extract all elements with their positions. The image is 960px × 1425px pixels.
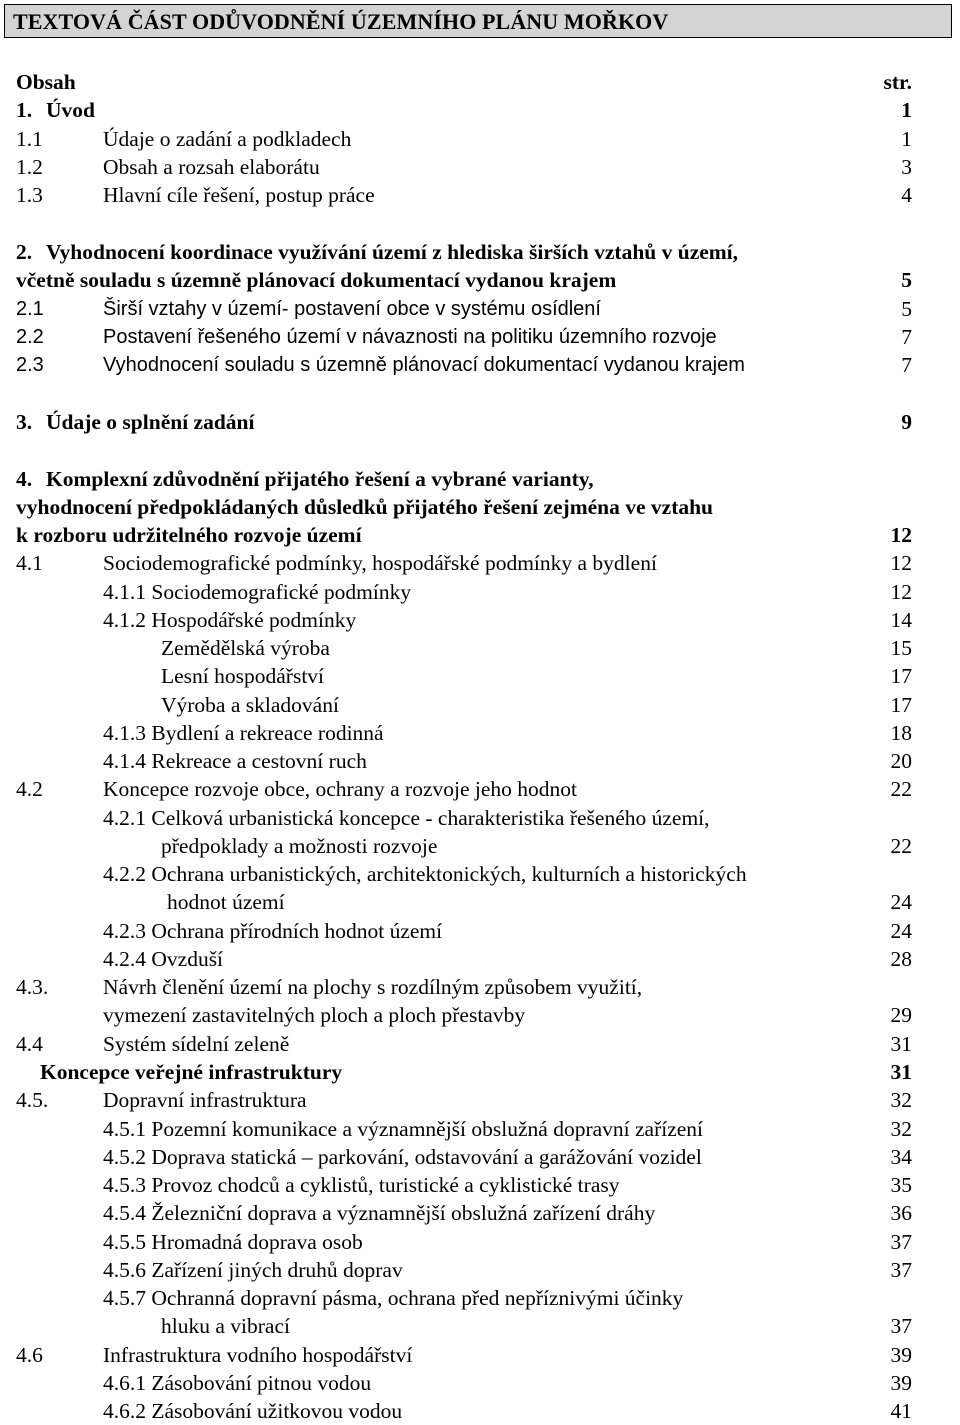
toc-entry [0, 1341, 960, 1369]
toc-entry-text: hodnot území [167, 890, 285, 914]
toc-entry [0, 465, 960, 493]
toc-entry [0, 549, 960, 577]
toc-entry-text: hluku a vibrací [161, 1314, 290, 1338]
toc-entry [0, 521, 960, 549]
toc-entry-page: 39 [890, 1343, 912, 1367]
toc-entry-page: 18 [890, 721, 912, 745]
toc-entry-text: 4.5.1 Pozemní komunikace a významnější obslužná dopravní zařízení [103, 1117, 704, 1141]
toc-entry [0, 1171, 960, 1199]
toc-entry-number: 2.3 [16, 354, 44, 376]
toc-entry-page: 7 [901, 353, 912, 377]
toc-entry [0, 1199, 960, 1227]
toc-entry [0, 691, 960, 719]
toc-entry-text: 4.5.6 Zařízení jiných druhů doprav [103, 1258, 403, 1282]
toc-entry-number: 1.3 [16, 183, 43, 207]
toc-entry [0, 238, 960, 266]
toc-entry-text: Výroba a skladování [161, 693, 339, 717]
toc-entry-page: 12 [890, 551, 912, 575]
toc-entry-text: Údaje o splnění zadání [46, 410, 255, 434]
toc-entry-text: 4.5.3 Provoz chodců a cyklistů, turistické a cyklistické trasy [103, 1173, 620, 1197]
toc-entry-page: 5 [901, 297, 912, 321]
toc-entry-page: 34 [890, 1145, 912, 1169]
toc-entry [0, 181, 960, 209]
toc-entry [0, 634, 960, 662]
toc-entry-page: 9 [901, 410, 912, 434]
toc-entry [0, 917, 960, 945]
toc-entry [0, 832, 960, 860]
toc-entry-text: Lesní hospodářství [161, 664, 325, 688]
toc-entry-number: 4.4 [16, 1032, 43, 1056]
toc-entry-text: Návrh členění území na plochy s rozdílným způsobem využití, [103, 975, 643, 999]
toc-entry [0, 606, 960, 634]
toc-entry [0, 408, 960, 436]
toc-entry-page: 39 [890, 1371, 912, 1395]
toc-entry-page: 24 [890, 890, 912, 914]
toc-entry-text: 4.5.7 Ochranná dopravní pásma, ochrana před nepříznivými účinky [103, 1286, 684, 1310]
toc-entry-text: 4.1.2 Hospodářské podmínky [103, 608, 357, 632]
toc-entry-text: Systém sídelní zeleně [103, 1032, 290, 1056]
toc-heading: Obsah [16, 70, 76, 94]
toc-entry-text: 4.2.4 Ovzduší [103, 947, 224, 971]
toc-entry-text: 4.2.3 Ochrana přírodních hodnot území [103, 919, 443, 943]
toc-entry-text: 4.1.1 Sociodemografické podmínky [103, 580, 412, 604]
toc-entry-number: 1.2 [16, 155, 43, 179]
toc-entry [0, 1030, 960, 1058]
toc-entry-text: 4.6.1 Zásobování pitnou vodou [103, 1371, 372, 1395]
toc-entry-text: Zemědělská výroba [161, 636, 330, 660]
toc-entry [0, 125, 960, 153]
toc-entry [0, 945, 960, 973]
toc-entry [0, 1086, 960, 1114]
toc-entry [0, 1058, 960, 1086]
toc-entry [0, 153, 960, 181]
toc-entry-number: 2.1 [16, 298, 44, 320]
toc-entry [0, 1143, 960, 1171]
toc-entry-text: Komplexní zdůvodnění přijatého řešení a vybrané varianty, [46, 467, 594, 491]
toc-entry-number: 2. [16, 240, 33, 264]
toc-page-heading: str. [883, 70, 912, 94]
toc-entry-number: 4.2 [16, 777, 43, 801]
toc-header [0, 68, 960, 96]
toc-entry [0, 1228, 960, 1256]
toc-entry-page: 12 [890, 523, 912, 547]
toc-entry-text: 4.5.5 Hromadná doprava osob [103, 1230, 363, 1254]
toc-entry-text: Infrastruktura vodního hospodářství [103, 1343, 413, 1367]
toc-entry-page: 37 [890, 1258, 912, 1282]
toc-entry-text: předpoklady a možnosti rozvoje [161, 834, 438, 858]
toc-entry-page: 31 [890, 1060, 912, 1084]
toc-entry-text: 4.2.1 Celková urbanistická koncepce - charakteristika řešeného území, [103, 806, 710, 830]
toc-entry-page: 41 [890, 1399, 912, 1423]
toc-entry-page: 3 [901, 155, 912, 179]
toc-entry-number: 4.3. [16, 975, 49, 999]
toc-entry-text: 4.1.3 Bydlení a rekreace rodinná [103, 721, 384, 745]
toc-entry [0, 662, 960, 690]
toc-entry-page: 28 [890, 947, 912, 971]
toc-entry-page: 5 [901, 268, 912, 292]
toc-entry [0, 1256, 960, 1284]
toc-entry-text: 4.5.2 Doprava statická – parkování, odstavování a garážování vozidel [103, 1145, 702, 1169]
toc-entry [0, 295, 960, 323]
toc-entry-page: 15 [890, 636, 912, 660]
toc-entry [0, 266, 960, 294]
toc-entry-number: 3. [16, 410, 33, 434]
toc-entry-page: 22 [890, 834, 912, 858]
toc-entry-page: 24 [890, 919, 912, 943]
toc-entry-text: vymezení zastavitelných ploch a ploch přestavby [103, 1003, 526, 1027]
toc-entry-number: 4. [16, 467, 33, 491]
toc-entry-text: vyhodnocení předpokládaných důsledků přijatého řešení zejména ve vztahu [16, 495, 714, 519]
toc-entry-text: 4.2.2 Ochrana urbanistických, architektonických, kulturních a historických [103, 862, 747, 886]
toc-entry-page: 12 [890, 580, 912, 604]
toc-entry-page: 32 [890, 1117, 912, 1141]
toc-entry-page: 1 [901, 98, 912, 122]
toc-entry-text: k rozboru udržitelného rozvoje území [16, 523, 362, 547]
toc-entry [0, 323, 960, 351]
toc-entry [0, 96, 960, 124]
toc-entry [0, 1001, 960, 1029]
toc-entry-text: Hlavní cíle řešení, postup práce [103, 183, 375, 207]
toc-entry-page: 36 [890, 1201, 912, 1225]
toc-entry-text: 4.6.2 Zásobování užitkovou vodou [103, 1399, 403, 1423]
toc-entry-number: 4.1 [16, 551, 43, 575]
toc-entry-number: 1. [16, 98, 33, 122]
toc-entry-page: 35 [890, 1173, 912, 1197]
toc-entry [0, 775, 960, 803]
toc-entry [0, 351, 960, 379]
toc-entry-page: 14 [890, 608, 912, 632]
toc-entry-number: 4.6 [16, 1343, 43, 1367]
toc-entry-text: Obsah a rozsah elaborátu [103, 155, 320, 179]
toc-entry-page: 31 [890, 1032, 912, 1056]
toc-entry-page: 17 [890, 664, 912, 688]
toc-entry-text: Postavení řešeného území v návaznosti na politiku územního rozvoje [103, 326, 717, 348]
toc-entry-page: 29 [890, 1003, 912, 1027]
toc-entry [0, 888, 960, 916]
toc-entry-text: Koncepce veřejné infrastruktury [40, 1060, 343, 1084]
toc-entry-text: Sociodemografické podmínky, hospodářské podmínky a bydlení [103, 551, 657, 575]
toc-entry-page: 20 [890, 749, 912, 773]
toc-entry-page: 7 [901, 325, 912, 349]
toc-entry [0, 860, 960, 888]
toc-entry-number: 2.2 [16, 326, 44, 348]
toc-entry [0, 973, 960, 1001]
toc-entry-text: Vyhodnocení souladu s územně plánovací dokumentací vydanou krajem [103, 354, 745, 376]
toc-entry-page: 17 [890, 693, 912, 717]
toc-entry-text: Širší vztahy v území- postavení obce v systému osídlení [103, 298, 601, 320]
toc-entry-text: včetně souladu s územně plánovací dokumentací vydanou krajem [16, 268, 617, 292]
toc-entry [0, 578, 960, 606]
toc-entry-page: 37 [890, 1314, 912, 1338]
toc-entry [0, 1284, 960, 1312]
toc-entry-page: 32 [890, 1088, 912, 1112]
toc-entry-text: Dopravní infrastruktura [103, 1088, 307, 1112]
toc-entry-text: Vyhodnocení koordinace využívání území z hlediska širších vztahů v území, [46, 240, 739, 264]
toc-entry [0, 804, 960, 832]
toc-entry [0, 493, 960, 521]
toc-entry-text: Úvod [46, 98, 95, 122]
toc-entry-page: 1 [901, 127, 912, 151]
toc-entry [0, 1312, 960, 1340]
toc-entry-text: 4.5.4 Železniční doprava a významnější obslužná zařízení dráhy [103, 1201, 656, 1225]
toc-entry [0, 719, 960, 747]
toc-entry-text: Koncepce rozvoje obce, ochrany a rozvoje jeho hodnot [103, 777, 577, 801]
toc-entry [0, 747, 960, 775]
toc-entry-page: 4 [901, 183, 912, 207]
toc-entry-number: 1.1 [16, 127, 43, 151]
toc-entry [0, 1397, 960, 1425]
toc-entry-text: 4.1.4 Rekreace a cestovní ruch [103, 749, 367, 773]
toc-entry [0, 1369, 960, 1397]
toc-entry-page: 22 [890, 777, 912, 801]
document-title: TEXTOVÁ ČÁST ODŮVODNĚNÍ ÚZEMNÍHO PLÁNU MOŘKOV [13, 9, 669, 34]
toc-entry [0, 1115, 960, 1143]
toc-entry-number: 4.5. [16, 1088, 49, 1112]
toc-entry-text: Údaje o zadání a podkladech [103, 127, 352, 151]
toc-entry-page: 37 [890, 1230, 912, 1254]
